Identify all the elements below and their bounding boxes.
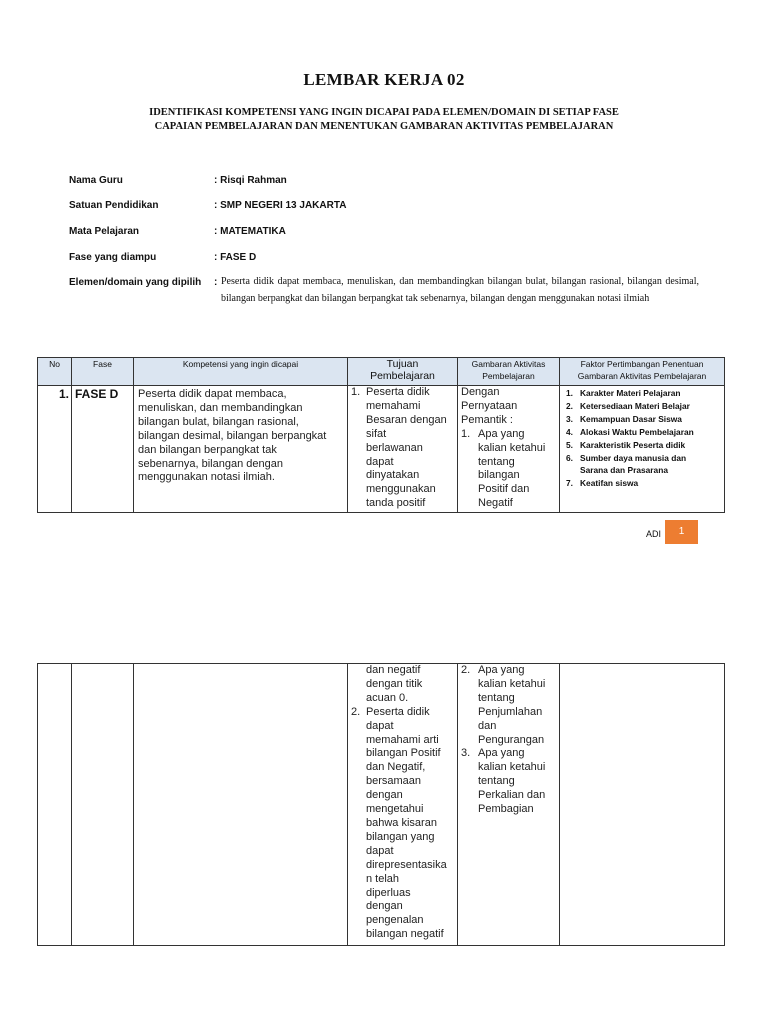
- tujuan-line: sifat: [366, 427, 387, 440]
- gambaran-line: Pengurangan: [478, 733, 545, 746]
- document-title: LEMBAR KERJA 02: [303, 70, 465, 89]
- row-gambaran-continued: [458, 664, 560, 946]
- faktor-item: [566, 439, 720, 452]
- footer-label: ADI: [646, 529, 662, 539]
- page-number: 1: [665, 520, 698, 544]
- gambaran-item: [461, 428, 557, 511]
- gambaran-line: Positif dan: [478, 483, 530, 496]
- gambaran-item-number: 1.: [461, 427, 471, 440]
- gambaran-line: tentang: [478, 691, 515, 704]
- row-number-empty: [38, 664, 72, 946]
- tujuan-line: dengan titik: [366, 677, 423, 690]
- row-number: 1.: [38, 386, 72, 513]
- faktor-item: [566, 413, 720, 426]
- faktor-text: Sumber daya manusia dan: [580, 452, 687, 463]
- faktor-item: [566, 477, 720, 490]
- fase-label: Fase yang diampu: [69, 252, 157, 263]
- tujuan-line: Besaran dengan: [366, 413, 447, 426]
- kompetensi-table: [37, 357, 725, 513]
- gambaran-line: tentang: [478, 775, 515, 788]
- subtitle-line-2: CAPAIAN PEMBELAJARAN DAN MENENTUKAN GAMBARAN AKTIVITAS PEMBELAJARAN: [154, 121, 614, 132]
- faktor-number: [566, 464, 580, 477]
- gambaran-line: kalian ketahui: [478, 677, 546, 690]
- faktor-number: 1.: [566, 388, 573, 398]
- row-fase: FASE D: [72, 386, 134, 513]
- row-fase-empty: [72, 664, 134, 946]
- row-gambaran: [458, 386, 560, 513]
- header-no: No: [38, 358, 72, 386]
- gambaran-item: [461, 664, 557, 747]
- tujuan-line: tanda positif: [366, 497, 426, 510]
- tujuan-line: menggunakan: [366, 483, 436, 496]
- faktor-item: [566, 464, 720, 477]
- subtitle-line-1: IDENTIFIKASI KOMPETENSI YANG INGIN DICAPAI PADA ELEMEN/DOMAIN DI SETIAP FASE: [149, 107, 619, 118]
- faktor-item: [566, 426, 720, 439]
- tujuan-line: memahami arti: [366, 733, 439, 746]
- header-tujuan: [348, 358, 458, 386]
- tujuan-line: mengetahui: [366, 803, 424, 816]
- gambaran-line: kalian ketahui: [478, 441, 546, 454]
- satuan-pendidikan-value: : SMP NEGERI 13 JAKARTA: [214, 200, 347, 211]
- mata-pelajaran-value: : MATEMATIKA: [214, 226, 286, 237]
- elemen-colon: :: [214, 277, 218, 288]
- gambaran-line: Negatif: [478, 497, 513, 510]
- faktor-text: Keatifan siswa: [580, 478, 639, 489]
- faktor-number: 5.: [566, 439, 573, 450]
- tujuan-line: bilangan negatif: [366, 928, 444, 941]
- tujuan-line: acuan 0.: [366, 691, 409, 704]
- kompetensi-line: sebenarnya, bilangan dengan: [138, 457, 283, 470]
- satuan-pendidikan-label: Satuan Pendidikan: [69, 200, 159, 211]
- mata-pelajaran-label: Mata Pelajaran: [69, 226, 140, 237]
- kompetensi-line: menggunakan notasi ilmiah.: [138, 471, 275, 484]
- faktor-number: 7.: [566, 478, 573, 489]
- kompetensi-line: dan bilangan berpangkat tak: [138, 443, 277, 456]
- tujuan-item-number: 2.: [351, 705, 361, 718]
- row-faktor-empty: [560, 664, 725, 946]
- tujuan-item: [351, 386, 455, 511]
- gambaran-item-number: 3.: [461, 747, 471, 760]
- tujuan-line: dan negatif: [366, 664, 421, 676]
- faktor-item: [566, 387, 720, 400]
- tujuan-line: diperluas: [366, 886, 411, 899]
- faktor-number: 2.: [566, 400, 573, 411]
- tujuan-line: bilangan Positif: [366, 747, 441, 760]
- row-tujuan-continued: [348, 664, 458, 946]
- faktor-text: Alokasi Waktu Pembelajaran: [580, 426, 694, 437]
- nama-guru-label: Nama Guru: [69, 175, 123, 186]
- document-subtitle: [60, 106, 708, 134]
- gambaran-line: Penjumlahan: [478, 705, 543, 718]
- faktor-number: 4.: [566, 426, 573, 437]
- tujuan-line: memahami: [366, 399, 421, 412]
- nama-guru-value: : Risqi Rahman: [214, 175, 287, 186]
- row-tujuan: [348, 386, 458, 513]
- elemen-value: Peserta didik dapat membaca, menuliskan, dan membandingkan bilangan bulat, bilangan rasional, bilangan desimal, bilangan berpangkat dan bilangan berpangkat tak sebenarnya, bilangan dengan menggunakan notasi ilmiah: [221, 276, 699, 304]
- faktor-item: [566, 400, 720, 413]
- header-faktor-line1: Faktor Pertimbangan Penentuan: [580, 359, 704, 369]
- gambaran-intro-line: Pernyataan: [461, 399, 518, 412]
- kompetensi-line: Peserta didik dapat membaca,: [138, 388, 287, 400]
- tujuan-line: direpresentasika: [366, 858, 447, 871]
- row-kompetensi-empty: [134, 664, 348, 946]
- tujuan-line: n telah: [366, 872, 400, 885]
- tujuan-line: dapat: [366, 719, 394, 732]
- gambaran-line: Apa yang: [478, 747, 525, 760]
- tujuan-line: dan Negatif,: [366, 761, 426, 774]
- row-faktor: [560, 386, 725, 513]
- faktor-number: 3.: [566, 413, 573, 424]
- header-tujuan-line2: Pembelajaran: [370, 370, 435, 382]
- tujuan-line: pengenalan: [366, 914, 424, 927]
- header-fase: Fase: [72, 358, 134, 386]
- header-tujuan-line1: Tujuan: [386, 358, 419, 370]
- tujuan-line: Peserta didik: [366, 386, 430, 398]
- faktor-text: Ketersediaan Materi Belajar: [580, 400, 690, 411]
- header-kompetensi: Kompetensi yang ingin dicapai: [134, 358, 348, 386]
- kompetensi-line: bilangan desimal, bilangan berpangkat: [138, 429, 327, 442]
- table-row: [38, 386, 725, 513]
- gambaran-intro-line: Pemantik :: [461, 413, 513, 426]
- kompetensi-line: menuliskan, dan membandingkan: [138, 401, 303, 414]
- gambaran-line: Pembagian: [478, 803, 534, 816]
- kompetensi-line: bilangan bulat, bilangan rasional,: [138, 415, 299, 428]
- tujuan-line: berlawanan: [366, 441, 423, 454]
- gambaran-line: kalian ketahui: [478, 761, 546, 774]
- tujuan-line: Peserta didik: [366, 705, 430, 718]
- gambaran-intro-line: Dengan: [461, 386, 500, 398]
- tujuan-line: dinyatakan: [366, 469, 420, 482]
- table-row: [38, 664, 725, 946]
- gambaran-item-number: 2.: [461, 664, 471, 676]
- tujuan-item-number: 1.: [351, 386, 361, 398]
- faktor-item: [566, 452, 720, 465]
- tujuan-line: bahwa kisaran: [366, 816, 437, 829]
- faktor-text: Karakteristik Peserta didik: [580, 439, 686, 450]
- header-gambaran: [458, 358, 560, 386]
- tujuan-line: bilangan yang: [366, 830, 435, 843]
- faktor-text: Karakter Materi Pelajaran: [580, 388, 681, 398]
- header-gambaran-line1: Gambaran Aktivitas: [471, 359, 546, 369]
- fase-value: : FASE D: [214, 252, 257, 263]
- tujuan-item: [351, 706, 455, 942]
- gambaran-line: tentang: [478, 455, 515, 468]
- tujuan-line: dengan: [366, 900, 403, 913]
- tujuan-line: dengan: [366, 789, 403, 802]
- tujuan-line: dapat: [366, 455, 394, 468]
- gambaran-line: Apa yang: [478, 664, 525, 676]
- header-faktor-line2: Gambaran Aktivitas Pembelajaran: [577, 371, 707, 381]
- header-faktor: [560, 358, 725, 386]
- faktor-text: Kemampuan Dasar Siswa: [580, 413, 682, 424]
- gambaran-item: [461, 747, 557, 817]
- gambaran-line: Perkalian dan: [478, 789, 546, 802]
- gambaran-line: dan: [478, 719, 497, 732]
- header-gambaran-line2: Pembelajaran: [482, 371, 535, 381]
- gambaran-line: bilangan: [478, 469, 520, 482]
- row-kompetensi: [134, 386, 348, 513]
- faktor-text: Sarana dan Prasarana: [580, 465, 668, 476]
- faktor-number: 6.: [566, 452, 573, 463]
- gambaran-line: Apa yang: [478, 427, 525, 440]
- kompetensi-table-continued: [37, 663, 725, 946]
- elemen-label: Elemen/domain yang dipilih: [69, 277, 202, 288]
- tujuan-line: bersamaan: [366, 775, 422, 788]
- tujuan-line: dapat: [366, 844, 394, 857]
